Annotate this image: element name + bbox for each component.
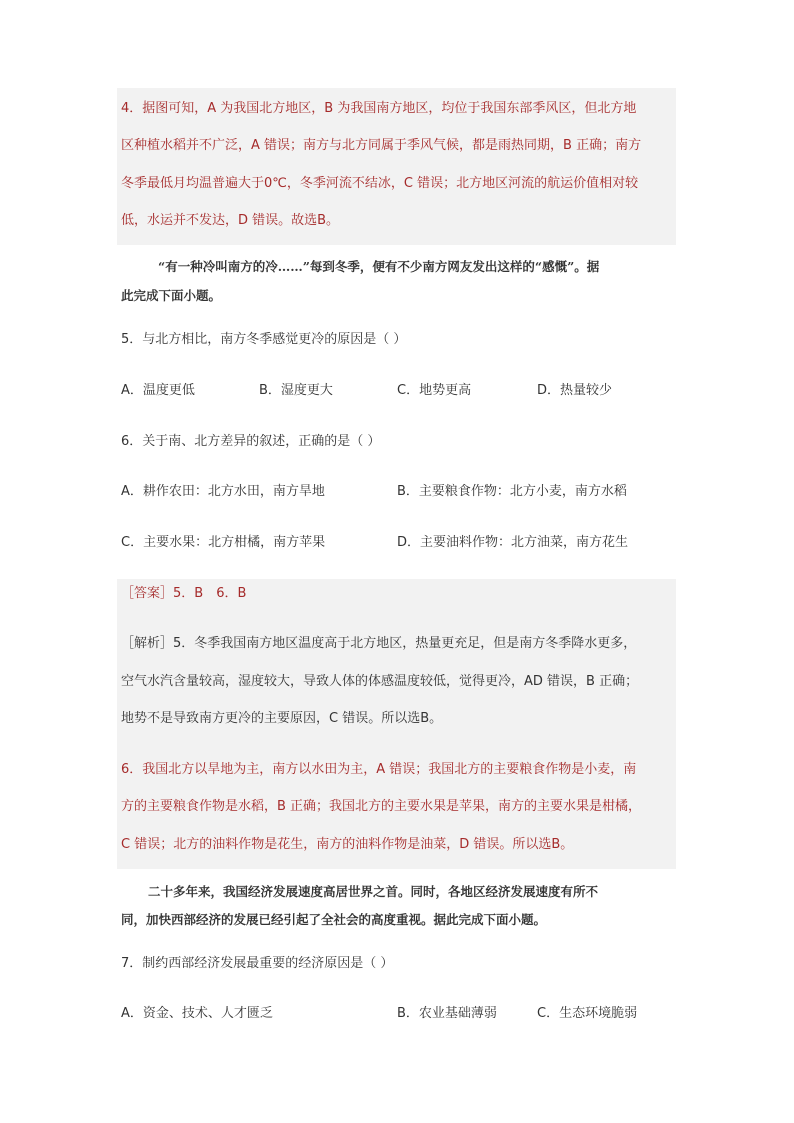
passage-2-line: 同，加快西部经济的发展已经引起了全社会的高度重视。据此完成下面小题。 <box>121 912 547 927</box>
analysis-6-line: C 错误；北方的油料作物是花生，南方的油料作物是油菜，D 错误。所以选B。 <box>121 837 574 852</box>
question-5-option-d: D．热量较少 <box>537 383 613 398</box>
question-6-option-b: B．主要粮食作物：北方小麦，南方水稻 <box>397 484 627 499</box>
answer-text: ［答案］5．B 6．B <box>121 586 247 601</box>
question-6-option-c: C．主要水果：北方柑橘，南方苹果 <box>121 535 326 550</box>
question-6-option-d: D．主要油料作物：北方油菜，南方花生 <box>397 535 629 550</box>
passage-1-line: “有一种冷叫南方的冷……”每到冬季，便有不少南方网友发出这样的“感慨”。据 <box>158 259 600 274</box>
analysis-5-line: 地势不是导致南方更冷的主要原因，C 错误。所以选B。 <box>121 711 443 726</box>
question-7-option-c: C．生态环境脆弱 <box>537 1006 638 1021</box>
question-7-option-b: B．农业基础薄弱 <box>397 1006 497 1021</box>
analysis-5-line: 空气水汽含量较高，湿度较大，导致人体的体感温度较低，觉得更冷，AD 错误，B 正确； <box>121 674 639 689</box>
question-7-option-a: A．资金、技术、人才匮乏 <box>121 1006 273 1021</box>
explanation-4-line: 区种植水稻并不广泛，A 错误；南方与北方同属于季风气候，都是雨热同期，B 正确；南方 <box>121 138 642 153</box>
question-6-option-a: A．耕作农田：北方水田，南方旱地 <box>121 484 325 499</box>
question-7-stem: 7．制约西部经济发展最重要的经济原因是（ ） <box>121 956 394 971</box>
question-6-stem: 6．关于南、北方差异的叙述，正确的是（ ） <box>121 434 381 449</box>
question-5-stem: 5．与北方相比，南方冬季感觉更冷的原因是（ ） <box>121 332 407 347</box>
question-5-option-a: A．温度更低 <box>121 383 195 398</box>
passage-2-line: 二十多年来，我国经济发展速度高居世界之首。同时，各地区经济发展速度有所不 <box>148 884 599 899</box>
explanation-4-line: 4．据图可知，A 为我国北方地区，B 为我国南方地区，均位于我国东部季风区，但北方地 <box>121 101 637 116</box>
question-5-option-c: C．地势更高 <box>397 383 472 398</box>
explanation-4-line: 冬季最低月均温普遍大于0℃，冬季河流不结冰，C 错误；北方地区河流的航运价值相对较 <box>121 176 639 191</box>
analysis-6-line: 6．我国北方以旱地为主，南方以水田为主，A 错误；我国北方的主要粮食作物是小麦，南 <box>121 762 637 777</box>
passage-1-line: 此完成下面小题。 <box>121 288 222 303</box>
explanation-4-line: 低，水运并不发达，D 错误。故选B。 <box>121 213 340 228</box>
analysis-5-line: ［解析］5．冬季我国南方地区温度高于北方地区，热量更充足，但是南方冬季降水更多， <box>121 636 637 651</box>
question-5-option-b: B．湿度更大 <box>259 383 333 398</box>
analysis-6-line: 方的主要粮食作物是水稻，B 正确；我国北方的主要水果是苹果，南方的主要水果是柑橘， <box>121 799 642 814</box>
